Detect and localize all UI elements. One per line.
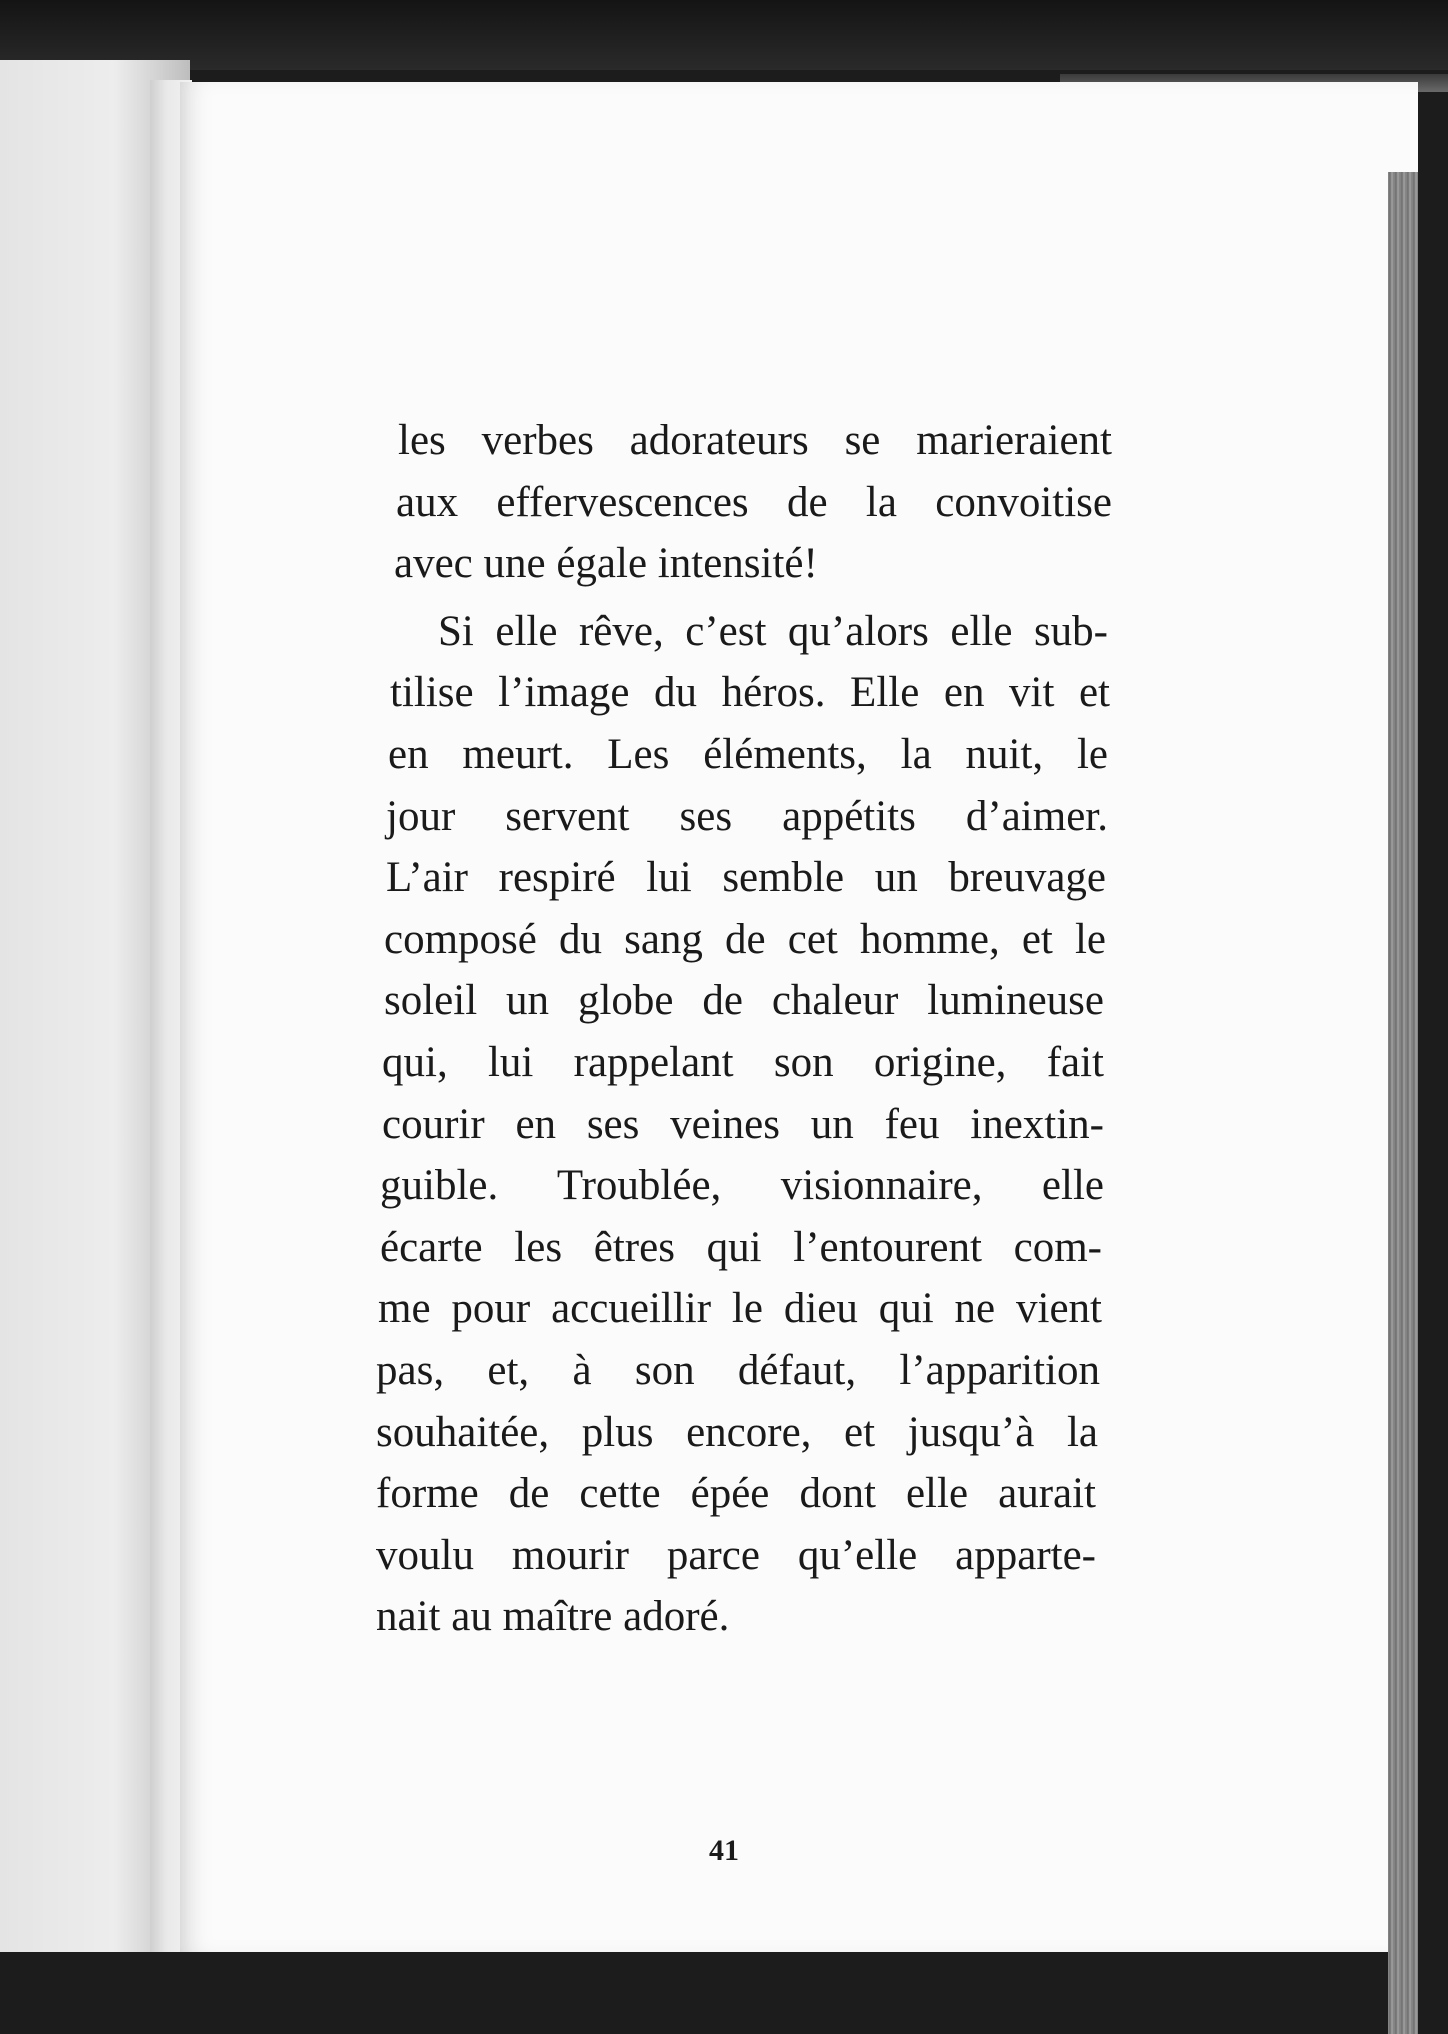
text-line: composé du sang de cet homme, et le (384, 915, 1106, 963)
text-line: nait au maître adoré. (376, 1593, 730, 1641)
text-line: soleil un globe de chaleur lumineuse (384, 977, 1104, 1025)
body-text (376, 410, 1112, 1648)
text-line: en meurt. Les éléments, la nuit, le (388, 730, 1108, 778)
text-line: tilise l’image du héros. Elle en vit et (390, 669, 1110, 717)
text-line: forme de cette épée dont elle aurait (376, 1470, 1096, 1518)
text-line: écarte les êtres qui l’entourent com- (380, 1223, 1102, 1271)
text-line: avec une égale intensité! (394, 540, 818, 588)
text-line: aux effervescences de la convoitise (396, 478, 1112, 526)
text-line: guible. Troublée, visionnaire, elle (380, 1162, 1104, 1210)
text-line: courir en ses veines un feu inextin- (382, 1100, 1104, 1148)
text-line: souhaitée, plus encore, et jusqu’à la (376, 1408, 1098, 1456)
text-line: voulu mourir parce qu’elle apparte- (376, 1531, 1096, 1579)
text-line: les verbes adorateurs se marieraient (398, 417, 1112, 464)
text-line: pas, et, à son défaut, l’apparition (376, 1346, 1100, 1394)
text-line: me pour accueillir le dieu qui ne vient (378, 1285, 1102, 1333)
text-line: jour servent ses appétits d’aimer. (386, 792, 1108, 840)
scan-background (0, 0, 1448, 70)
text-line: qui, lui rappelant son origine, fait (382, 1038, 1104, 1086)
text-line: Si elle rêve, c’est qu’alors elle sub- (438, 607, 1108, 655)
page-number: 41 (709, 1834, 739, 1867)
text-line: L’air respiré lui semble un breuvage (386, 854, 1106, 902)
page-edges (1388, 172, 1418, 2034)
